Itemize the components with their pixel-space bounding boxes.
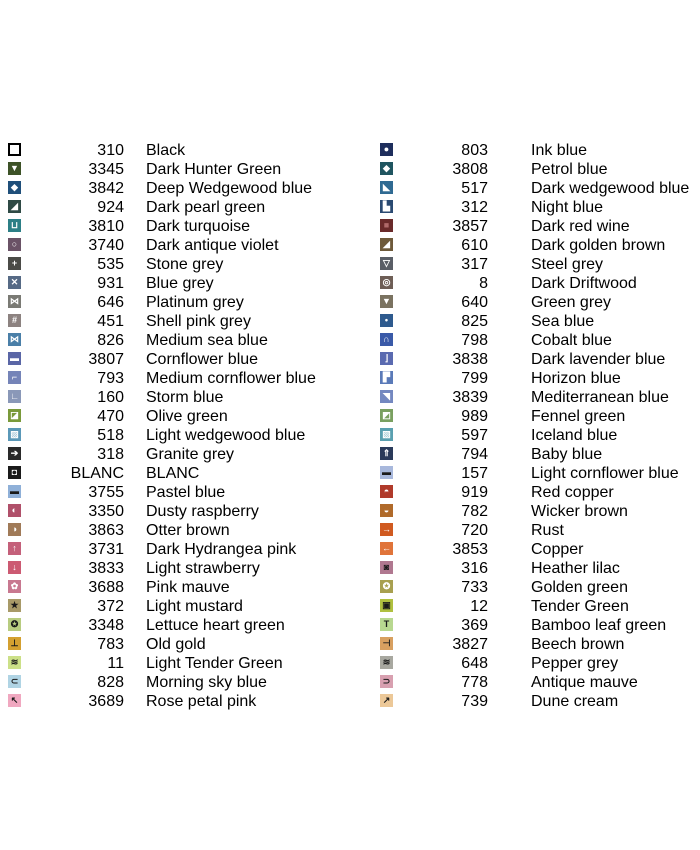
star-icon: ★ — [8, 599, 21, 612]
square-filled-icon: ■ — [380, 219, 393, 232]
thread-color-name: Steel grey — [531, 256, 604, 273]
circle-filled-icon: ● — [380, 143, 393, 156]
arrow-up-icon: ⇑ — [380, 447, 393, 460]
thread-code: 3689 — [88, 693, 124, 710]
thread-code: 535 — [97, 256, 124, 273]
thread-color-name: Platinum grey — [146, 294, 244, 311]
thread-code: 778 — [461, 674, 488, 691]
corner-triangle-icon: ◣ — [380, 181, 393, 194]
legend-row — [0, 654, 380, 673]
legend-row — [380, 236, 700, 255]
thread-color-name: Tender Green — [531, 598, 629, 615]
legend-row — [380, 293, 700, 312]
legend-row — [380, 597, 700, 616]
thread-code: 646 — [97, 294, 124, 311]
waves-icon: ≋ — [8, 656, 21, 669]
thread-code: 317 — [461, 256, 488, 273]
thread-color-name: Dark antique violet — [146, 237, 279, 254]
thread-code: 3808 — [452, 161, 488, 178]
legend-row — [0, 312, 380, 331]
legend-row — [0, 236, 380, 255]
bowtie-icon: ⋈ — [10, 296, 19, 306]
thread-color-name: Dark turquoise — [146, 218, 251, 235]
up-tack-icon: ⊥ — [8, 637, 21, 650]
thread-code: 931 — [97, 275, 124, 292]
thread-code: 3857 — [452, 218, 488, 235]
thread-code: 3810 — [88, 218, 124, 235]
thread-color-name: Fennel green — [531, 408, 626, 425]
hash-icon: # — [8, 314, 21, 327]
thread-color-name: Green grey — [531, 294, 612, 311]
thread-color-name: Light wedgewood blue — [146, 427, 306, 444]
thread-color-name: Dark wedgewood blue — [531, 180, 690, 197]
thread-color-name: Rust — [531, 522, 564, 539]
thread-code: 924 — [97, 199, 124, 216]
thread-color-name: Pastel blue — [146, 484, 226, 501]
flower-icon: ✿ — [8, 580, 21, 593]
thread-color-name: Dark Hunter Green — [146, 161, 282, 178]
legend-row — [380, 578, 700, 597]
flower-icon: ◙ — [380, 561, 393, 574]
thread-color-name: Old gold — [146, 636, 206, 653]
thread-code: 157 — [461, 465, 488, 482]
legend-column-right — [380, 141, 700, 711]
thread-color-name: Light cornflower blue — [531, 465, 679, 482]
thread-color-name: Horizon blue — [531, 370, 621, 387]
block-corner-icon: ▛ — [380, 371, 393, 384]
thread-code: 3731 — [88, 541, 124, 558]
legend-row — [0, 502, 380, 521]
legend-row — [380, 654, 700, 673]
thread-color-name: Lettuce heart green — [146, 617, 285, 634]
circle-outline-icon: ○ — [8, 238, 21, 251]
thread-code: 310 — [97, 142, 124, 159]
legend-row — [0, 407, 380, 426]
thread-color-name: Heather lilac — [531, 560, 620, 577]
thread-code: 3807 — [88, 351, 124, 368]
dot-icon: • — [380, 314, 393, 327]
legend-row — [380, 141, 700, 160]
corner-triangle-icon: ◥ — [380, 390, 393, 403]
thread-color-name: Dark Hydrangea pink — [146, 541, 297, 558]
thread-color-name: Iceland blue — [531, 427, 618, 444]
thread-color-name: Baby blue — [531, 446, 603, 463]
legend-row — [0, 350, 380, 369]
half-circle-icon: ◒ — [380, 504, 393, 517]
thread-code: 8 — [479, 275, 488, 292]
legend-row — [380, 274, 700, 293]
thread-color-name: Sea blue — [531, 313, 595, 330]
legend-row — [380, 407, 700, 426]
thread-color-name: Pepper grey — [531, 655, 619, 672]
arrow-right-icon: → — [382, 524, 391, 534]
plus-icon: + — [8, 257, 21, 270]
legend-row — [380, 198, 700, 217]
half-circle-icon: ◑ — [8, 523, 21, 536]
thread-color-name: Shell pink grey — [146, 313, 251, 330]
legend-row — [380, 616, 700, 635]
legend-row — [0, 426, 380, 445]
thread-code: 312 — [461, 199, 488, 216]
legend-row — [0, 217, 380, 236]
thread-code: 517 — [461, 180, 488, 197]
notch-icon: ◘ — [8, 466, 21, 479]
legend-row — [0, 464, 380, 483]
thread-code: 3348 — [88, 617, 124, 634]
triangle-down-outline-icon: ▽ — [380, 257, 393, 270]
thread-color-name: Dark pearl green — [146, 199, 266, 216]
legend-row — [0, 540, 380, 559]
diamond-icon: ◆ — [380, 162, 393, 175]
thread-code: 794 — [461, 446, 488, 463]
legend-row — [0, 559, 380, 578]
legend-row — [380, 635, 700, 654]
thread-code: 3740 — [88, 237, 124, 254]
thread-code: 3863 — [88, 522, 124, 539]
thread-color-name: Medium sea blue — [146, 332, 268, 349]
legend-row — [0, 293, 380, 312]
legend-row — [0, 160, 380, 179]
thread-code: 803 — [461, 142, 488, 159]
thread-code: 793 — [97, 370, 124, 387]
legend-row — [380, 521, 700, 540]
legend-row — [0, 673, 380, 692]
thread-color-name: Storm blue — [146, 389, 224, 406]
thread-code: 470 — [97, 408, 124, 425]
thread-code: 3838 — [452, 351, 488, 368]
thread-code: 3853 — [452, 541, 488, 558]
cup-icon: ⊔ — [8, 219, 21, 232]
hatched-square-icon: ▨ — [8, 428, 21, 441]
thread-code: 720 — [461, 522, 488, 539]
thread-color-name: Wicker brown — [531, 503, 628, 520]
target-icon: ◎ — [380, 276, 393, 289]
thread-code: 316 — [461, 560, 488, 577]
thread-color-name: Antique mauve — [531, 674, 638, 691]
star-square-icon: ▣ — [380, 599, 393, 612]
legend-row — [380, 369, 700, 388]
legend-row — [0, 616, 380, 635]
legend-row — [0, 578, 380, 597]
superset-icon: ⊃ — [380, 675, 393, 688]
thread-color-name: Light mustard — [146, 598, 243, 615]
thread-code: 369 — [461, 617, 488, 634]
hatched-square-icon: ▧ — [380, 428, 393, 441]
thread-color-name: Night blue — [531, 199, 604, 216]
arrow-diagonal-icon: ↖ — [8, 694, 21, 707]
cross-icon: ✕ — [8, 276, 21, 289]
corner-triangle-icon: ◢ — [8, 200, 21, 213]
legend-row — [380, 673, 700, 692]
half-circle-icon: ◐ — [8, 504, 21, 517]
corner-triangle-icon: ◢ — [380, 238, 393, 251]
thread-color-name: Dune cream — [531, 693, 619, 710]
legend-row — [0, 255, 380, 274]
thread-color-name: Otter brown — [146, 522, 230, 539]
legend-row — [0, 331, 380, 350]
subset-icon: ⊂ — [8, 675, 21, 688]
thread-color-name: Granite grey — [146, 446, 235, 463]
thread-code: 597 — [461, 427, 488, 444]
legend-column-left — [0, 141, 380, 711]
thread-code: 3827 — [452, 636, 488, 653]
thread-color-name: Blue grey — [146, 275, 214, 292]
thread-color-name: Dark Driftwood — [531, 275, 637, 292]
legend-row — [0, 369, 380, 388]
thread-code: 919 — [461, 484, 488, 501]
thread-code: 11 — [107, 655, 124, 672]
bar-icon: ▬ — [10, 486, 19, 496]
legend-row — [380, 388, 700, 407]
thread-code: 3839 — [452, 389, 488, 406]
arrow-diagonal-icon: ↗ — [380, 694, 393, 707]
legend-row — [380, 502, 700, 521]
thread-code: 3842 — [88, 180, 124, 197]
legend-row — [380, 483, 700, 502]
thread-color-name: Deep Wedgewood blue — [146, 180, 313, 197]
legend-row — [0, 388, 380, 407]
thread-color-name: Cobalt blue — [531, 332, 612, 349]
arrow-right-icon: ➔ — [8, 447, 21, 460]
corner-icon: ⌐ — [8, 371, 21, 384]
thread-color-name: Dark lavender blue — [531, 351, 666, 368]
thread-color-name: Dusty raspberry — [146, 503, 259, 520]
half-circle-icon: ◓ — [380, 485, 393, 498]
legend-row — [0, 198, 380, 217]
thread-color-name: Bamboo leaf green — [531, 617, 667, 634]
legend-row — [380, 179, 700, 198]
arrow-left-icon: ← — [382, 543, 391, 553]
left-tack-icon: ⊣ — [380, 637, 393, 650]
arrow-up-icon: ↑ — [8, 542, 21, 555]
thread-code: 739 — [461, 693, 488, 710]
waves-icon: ≋ — [380, 656, 393, 669]
thread-color-name: Cornflower blue — [146, 351, 259, 368]
thread-color-name: Red copper — [531, 484, 614, 501]
bar-icon: ▬ — [10, 353, 19, 363]
thread-code: 3755 — [88, 484, 124, 501]
thread-code: 3688 — [88, 579, 124, 596]
thread-code: BLANC — [70, 465, 124, 482]
thread-code: 372 — [97, 598, 124, 615]
legend-row — [0, 597, 380, 616]
thread-code: 826 — [97, 332, 124, 349]
thread-color-name: BLANC — [146, 465, 200, 482]
half-square-icon: ◪ — [8, 409, 21, 422]
legend-row — [380, 464, 700, 483]
block-corner-icon: ▙ — [380, 200, 393, 213]
thread-color-name: Ink blue — [531, 142, 588, 159]
thread-code: 782 — [461, 503, 488, 520]
half-square-icon: ◩ — [380, 409, 393, 422]
thread-code: 518 — [97, 427, 124, 444]
legend-row — [0, 179, 380, 198]
legend-row — [0, 692, 380, 711]
thread-color-name: Medium cornflower blue — [146, 370, 316, 387]
thread-code: 640 — [461, 294, 488, 311]
thread-color-name: Olive green — [146, 408, 228, 425]
triangle-down-icon: ▼ — [8, 162, 21, 175]
thread-code: 3345 — [88, 161, 124, 178]
thread-color-name: Light Tender Green — [146, 655, 283, 672]
thread-legend — [0, 141, 700, 721]
thread-code: 318 — [97, 446, 124, 463]
diamond-icon: ◆ — [8, 181, 21, 194]
legend-row — [380, 331, 700, 350]
legend-row — [380, 445, 700, 464]
legend-row — [380, 559, 700, 578]
thread-color-name: Stone grey — [146, 256, 224, 273]
thread-code: 648 — [461, 655, 488, 672]
thread-color-name: Copper — [531, 541, 584, 558]
legend-row — [0, 521, 380, 540]
thread-color-name: Light strawberry — [146, 560, 260, 577]
thread-code: 825 — [461, 313, 488, 330]
arch-icon: ∩ — [380, 333, 393, 346]
down-tack-icon: T — [380, 618, 393, 631]
legend-row — [380, 692, 700, 711]
star-circle-icon: ✪ — [8, 618, 21, 631]
legend-row — [380, 160, 700, 179]
thread-code: 610 — [461, 237, 488, 254]
legend-row — [380, 255, 700, 274]
thread-color-name: Beech brown — [531, 636, 625, 653]
thread-color-name: Black — [146, 142, 186, 159]
thread-color-name: Dark red wine — [531, 218, 630, 235]
square-outline-icon — [8, 143, 21, 156]
thread-color-name: Morning sky blue — [146, 674, 267, 691]
thread-code: 989 — [461, 408, 488, 425]
thread-code: 12 — [470, 598, 488, 615]
arrow-down-icon: ↓ — [8, 561, 21, 574]
legend-row — [380, 217, 700, 236]
legend-row — [0, 483, 380, 502]
legend-row — [380, 312, 700, 331]
thread-code: 783 — [97, 636, 124, 653]
thread-code: 160 — [97, 389, 124, 406]
legend-row — [0, 141, 380, 160]
thread-color-name: Pink mauve — [146, 579, 230, 596]
thread-color-name: Rose petal pink — [146, 693, 257, 710]
star-circle-icon: ✪ — [380, 580, 393, 593]
legend-row — [0, 445, 380, 464]
legend-row — [380, 426, 700, 445]
thread-code: 799 — [461, 370, 488, 387]
legend-row — [0, 635, 380, 654]
corner-icon: ∟ — [8, 390, 21, 403]
bowtie-icon: ⋈ — [10, 334, 19, 344]
legend-row — [0, 274, 380, 293]
thread-code: 798 — [461, 332, 488, 349]
thread-color-name: Mediterranean blue — [531, 389, 669, 406]
thread-code: 451 — [97, 313, 124, 330]
thread-code: 3350 — [88, 503, 124, 520]
triangle-down-icon: ▼ — [380, 295, 393, 308]
legend-row — [380, 350, 700, 369]
bar-icon: ▬ — [382, 467, 391, 477]
thread-code: 3833 — [88, 560, 124, 577]
corner-icon: ⌋ — [380, 352, 393, 365]
thread-color-name: Dark golden brown — [531, 237, 666, 254]
thread-color-name: Petrol blue — [531, 161, 608, 178]
thread-code: 828 — [97, 674, 124, 691]
thread-code: 733 — [461, 579, 488, 596]
thread-color-name: Golden green — [531, 579, 628, 596]
legend-row — [380, 540, 700, 559]
